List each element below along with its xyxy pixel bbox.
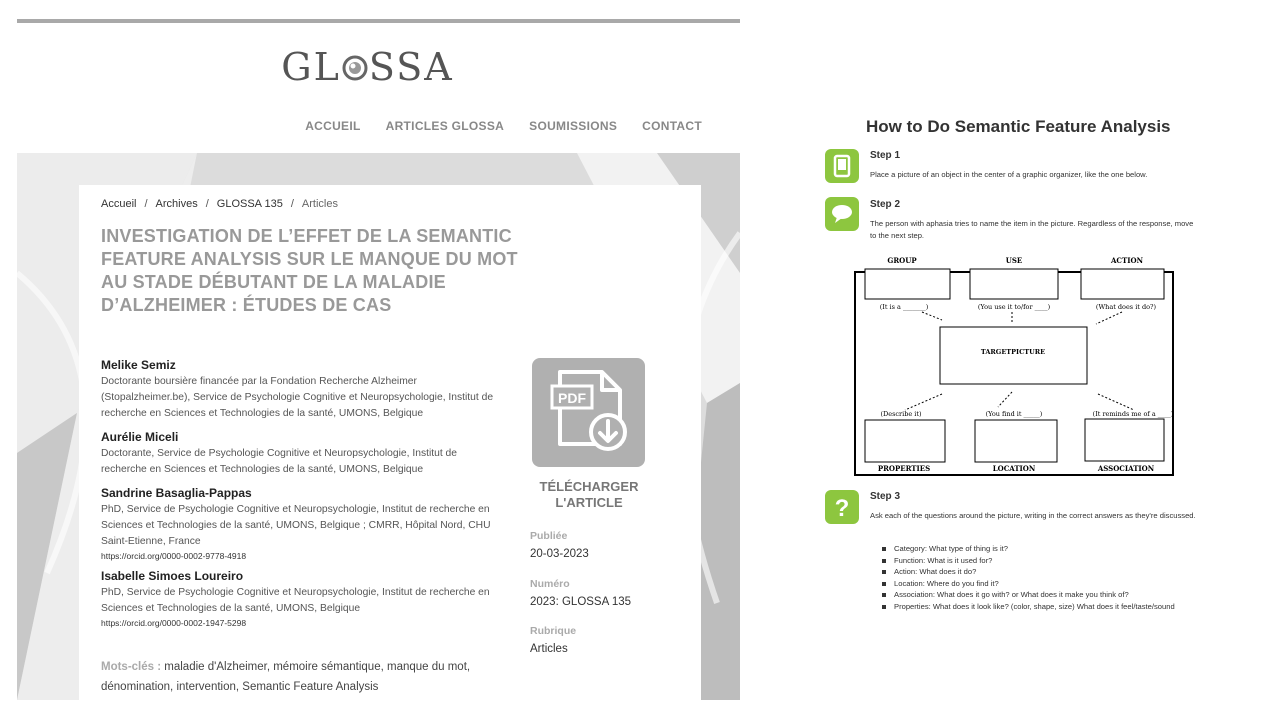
hero-background [17,153,740,700]
pdf-file-icon [532,358,645,467]
meta-label: Numéro [530,578,570,590]
author-entry [101,430,496,478]
list-item: Association: What does it go with? or What does it make you think of? [882,589,1175,601]
organizer-target-picture: TARGETPICTURE [980,348,1046,356]
author-entry [101,358,496,422]
nav-contact[interactable]: CONTACT [642,119,702,133]
download-article-label[interactable]: TÉLÉCHARGER L'ARTICLE [539,479,639,510]
organizer-prompt-group: (It is a _______) [879,303,929,311]
breadcrumb-accueil[interactable]: Accueil [101,198,137,210]
tablet-icon [825,149,859,183]
breadcrumb-separator: / [290,198,294,210]
article-title: INVESTIGATION DE L’EFFET DE LA SEMANTIC FEATURE ANALYSIS SUR LE MANQUE DU MOT AU STADE DÉBUTANT DE LA MALADIE D’ALZHEIMER : ÉTUDES DE CAS [101,226,518,315]
author-name: Sandrine Basaglia-Pappas [101,486,252,500]
organizer-footer-association: ASSOCIATION [1097,464,1155,473]
meta-issue [530,578,690,608]
keywords-label: Mots-clés : [101,661,162,673]
step-1-title: Step 1 [870,150,901,161]
author-entry [101,569,496,628]
author-name: Melike Semiz [101,358,176,372]
main-nav [305,119,702,133]
meta-label: Publiée [530,530,568,542]
site-logo[interactable] [17,45,740,89]
breadcrumb-current: Articles [301,198,338,210]
step-2-title: Step 2 [870,199,901,210]
glossa-article-page [17,0,740,700]
logo-swirl-icon [341,54,369,82]
author-affiliation: Doctorante boursière financée par la Fondation Recherche Alzheimer (Stopalzheimer.be), Service de Psychologie Cognitive et Neuropsychologie, Institut de recherche en Sciences et Technologies de la santé, UMONS, Belgique [101,376,494,419]
breadcrumb-separator: / [144,198,148,210]
meta-section [530,625,690,655]
keywords-values: maladie d'Alzheimer, mémoire sémantique, manque du mot, dénomination, intervention, Semantic Feature Analysis [101,661,471,693]
organizer-header-group: GROUP [887,256,917,265]
organizer-prompt-use: (You use it to/for ____) [977,303,1051,311]
organizer-footer-properties: PROPERTIES [877,464,931,473]
breadcrumb-separator: / [205,198,209,210]
organizer-header-use: USE [1005,256,1023,265]
breadcrumb-archives[interactable]: Archives [155,198,198,210]
step-3-text: Ask each of the questions around the picture, writing in the correct answers as they're discussed. [870,511,1196,520]
speech-bubble-icon [825,197,859,231]
list-item: Category: What type of thing is it? [882,543,1175,555]
graphic-organizer [850,252,1180,477]
meta-value: Articles [530,643,568,655]
howto-title: How to Do Semantic Feature Analysis [866,117,1171,136]
step-3-title: Step 3 [870,491,901,502]
list-item: Properties: What does it look like? (color, shape, size) What does it feel/taste/sound [882,601,1175,613]
organizer-footer-location: LOCATION [992,464,1036,473]
organizer-prompt-action: (What does it do?) [1095,303,1157,311]
step-2-text: The person with aphasia tries to name the item in the picture. Regardless of the response, move to the next step. [870,219,1194,240]
nav-soumissions[interactable]: SOUMISSIONS [529,119,618,133]
list-item: Action: What does it do? [882,566,1175,578]
logo-text-ssa: SSA [368,45,454,89]
sfa-instructions-panel [810,110,1270,620]
meta-published [530,530,690,560]
top-bar [17,19,740,23]
logo-text-gl: GL [281,45,341,89]
author-entry [101,486,496,561]
question-list [882,543,1175,612]
breadcrumb [101,198,338,210]
pdf-download-button[interactable] [532,358,645,467]
svg-text:?: ? [834,495,850,522]
organizer-prompt-association: (It reminds me of a ____) [1092,410,1174,418]
meta-value[interactable]: 2023: GLOSSA 135 [530,596,632,608]
list-item: Function: What is it used for? [882,555,1175,567]
author-orcid-link[interactable]: https://orcid.org/0000-0002-1947-5298 [101,618,247,628]
keywords [101,657,496,697]
question-mark-icon [825,490,859,524]
pdf-icon-text: PDF [558,390,586,406]
author-list [101,358,496,636]
nav-accueil[interactable]: ACCUEIL [305,119,361,133]
author-affiliation: Doctorante, Service de Psychologie Cognitive et Neuropsychologie, Institut de recherche en Sciences et Technologies de la santé, UMONS, Belgique [101,448,458,475]
step-1-text: Place a picture of an object in the center of a graphic organizer, like the one below. [870,170,1148,179]
author-affiliation: PhD, Service de Psychologie Cognitive et Neuropsychologie, Institut de recherche en Sciences et Technologies de la santé, UMONS, Belgique ; CMRR, Hôpital Nord, CHU Saint-Etienne, France [101,504,491,547]
organizer-header-action: ACTION [1111,256,1143,265]
organizer-prompt-describe: (Describe it) [880,410,922,418]
organizer-prompt-location: (You find it _____) [985,410,1043,418]
author-name: Aurélie Miceli [101,430,179,444]
author-orcid-link[interactable]: https://orcid.org/0000-0002-9778-4918 [101,551,247,561]
breadcrumb-issue[interactable]: GLOSSA 135 [216,198,283,210]
author-affiliation: PhD, Service de Psychologie Cognitive et Neuropsychologie, Institut de recherche en Sciences et Technologies de la santé, UMONS, Belgique [101,587,490,614]
meta-label: Rubrique [530,625,577,637]
author-name: Isabelle Simoes Loureiro [101,569,244,583]
list-item: Location: Where do you find it? [882,578,1175,590]
meta-value: 20-03-2023 [530,548,589,560]
nav-articles-glossa[interactable]: ARTICLES GLOSSA [385,119,505,133]
article-card [79,185,701,700]
